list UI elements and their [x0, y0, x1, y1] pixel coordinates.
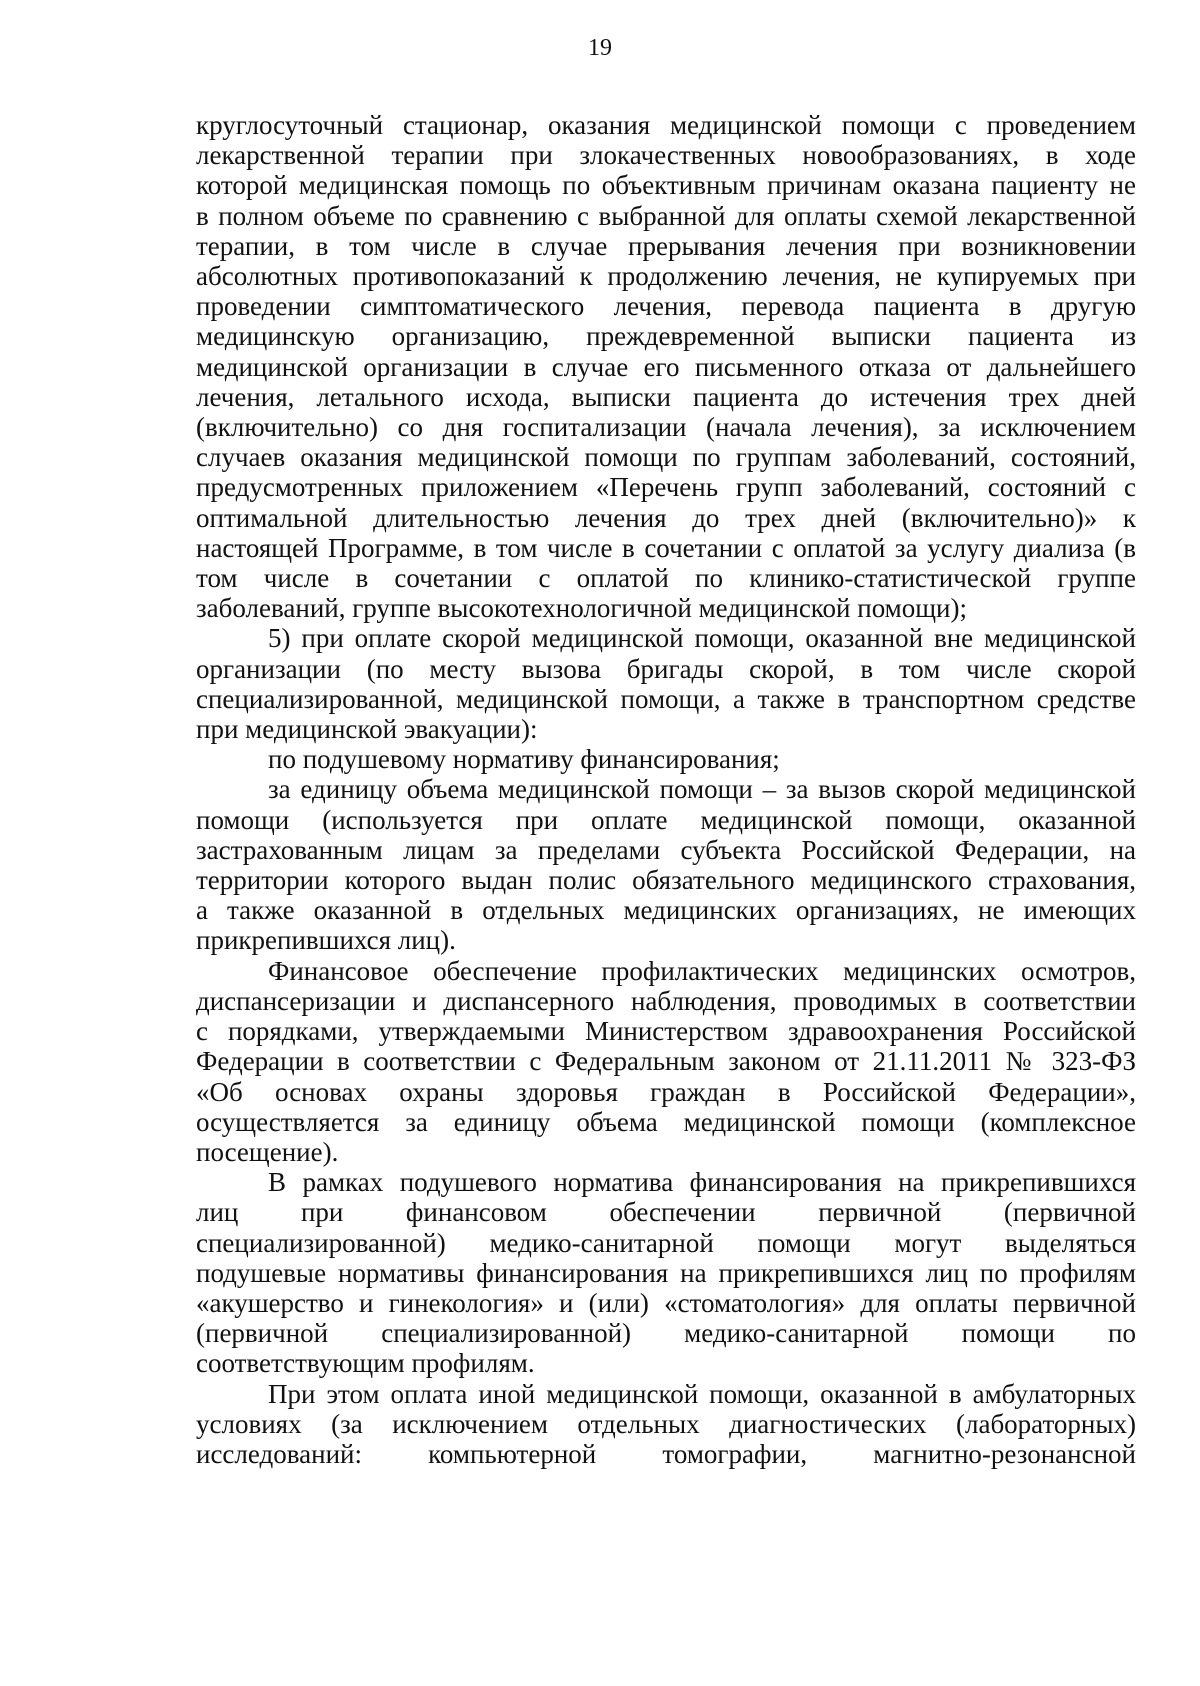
text-line: (первичной специализированной) медико-санитарной помощи по [196, 1318, 1136, 1349]
text-line: исследований: компьютерной томографии, магнитно-резонансной [196, 1438, 1136, 1469]
text-line: территории которого выдан полис обязательного медицинского страхования, [196, 865, 1136, 896]
text-line: в полном объеме по сравнению с выбранной для оплаты схемой лекарственной [196, 200, 1136, 231]
text-line: за единицу объема медицинской помощи – за вызов скорой медицинской [268, 774, 1136, 805]
text-line: осуществляется за единицу объема медицинской помощи (комплексное [196, 1106, 1136, 1137]
text-line: (включительно) со дня госпитализации (начала лечения), за исключением [196, 412, 1136, 443]
text-line: При этом оплата иной медицинской помощи, оказанной в амбулаторных [268, 1378, 1136, 1409]
text-line: прикрепившихся лиц). [196, 925, 456, 956]
text-line: а также оказанной в отдельных медицинских организациях, не имеющих [196, 895, 1136, 926]
text-line: случаев оказания медицинской помощи по группам заболеваний, состояний, [196, 442, 1136, 473]
text-line: В рамках подушевого норматива финансирования на прикрепившихся [268, 1167, 1136, 1198]
text-line: подушевые нормативы финансирования на прикрепившихся лиц по профилям [196, 1257, 1136, 1288]
text-line: с порядками, утверждаемыми Министерством здравоохранения Российской [196, 1016, 1136, 1047]
text-line: терапии, в том числе в случае прерывания лечения при возникновении [196, 230, 1136, 261]
text-line: помощи (используется при оплате медицинской помощи, оказанной [196, 804, 1136, 835]
text-line: предусмотренных приложением «Перечень групп заболеваний, состояний с [196, 472, 1136, 503]
text-line: лиц при финансовом обеспечении первичной (первичной [196, 1197, 1136, 1228]
text-line: медицинскую организацию, преждевременной выписки пациента из [196, 321, 1136, 352]
body-text [196, 110, 1136, 1469]
text-line: том числе в сочетании с оплатой по клинико-статистической группе [196, 563, 1136, 594]
text-line: медицинской организации в случае его письменного отказа от дальнейшего [196, 351, 1136, 382]
text-line: 5) при оплате скорой медицинской помощи, оказанной вне медицинской [268, 623, 1136, 654]
text-line: соответствующим профилям. [196, 1348, 535, 1379]
text-line: диспансеризации и диспансерного наблюдения, проводимых в соответствии [196, 985, 1136, 1016]
text-line: Федерации в соответствии с Федеральным законом от 21.11.2011 № 323-ФЗ [196, 1046, 1136, 1077]
text-line: оптимальной длительностью лечения до трех дней (включительно)» к [196, 502, 1136, 533]
text-line: при медицинской эвакуации): [196, 714, 538, 745]
page-number: 19 [588, 35, 612, 61]
text-line: «Об основах охраны здоровья граждан в Российской Федерации», [196, 1076, 1136, 1107]
text-line: Финансовое обеспечение профилактических медицинских осмотров, [268, 955, 1136, 986]
text-line: абсолютных противопоказаний к продолжению лечения, не купируемых при [196, 261, 1136, 292]
text-line: заболеваний, группе высокотехнологичной медицинской помощи); [196, 593, 968, 624]
text-line: по подушевому нормативу финансирования; [268, 744, 780, 775]
text-line: круглосуточный стационар, оказания медицинской помощи с проведением [196, 110, 1136, 140]
text-line: «акушерство и гинекология» и (или) «стоматология» для оплаты первичной [196, 1287, 1136, 1318]
text-line: посещение). [196, 1136, 339, 1167]
text-line: лекарственной терапии при злокачественных новообразованиях, в ходе [196, 140, 1136, 171]
text-line: специализированной) медико-санитарной помощи могут выделяться [196, 1227, 1136, 1258]
text-line: организации (по месту вызова бригады скорой, в том числе скорой [196, 653, 1136, 684]
text-line: проведении симптоматического лечения, перевода пациента в другую [196, 291, 1136, 322]
text-line: настоящей Программе, в том числе в сочетании с оплатой за услугу диализа (в [196, 532, 1136, 563]
text-line: условиях (за исключением отдельных диагностических (лабораторных) [196, 1408, 1136, 1439]
text-line: специализированной, медицинской помощи, а также в транспортном средстве [196, 683, 1136, 714]
text-line: лечения, летального исхода, выписки пациента до истечения трех дней [196, 381, 1136, 412]
text-line: которой медицинская помощь по объективным причинам оказана пациенту не [196, 170, 1136, 201]
text-line: застрахованным лицам за пределами субъекта Российской Федерации, на [196, 834, 1136, 865]
